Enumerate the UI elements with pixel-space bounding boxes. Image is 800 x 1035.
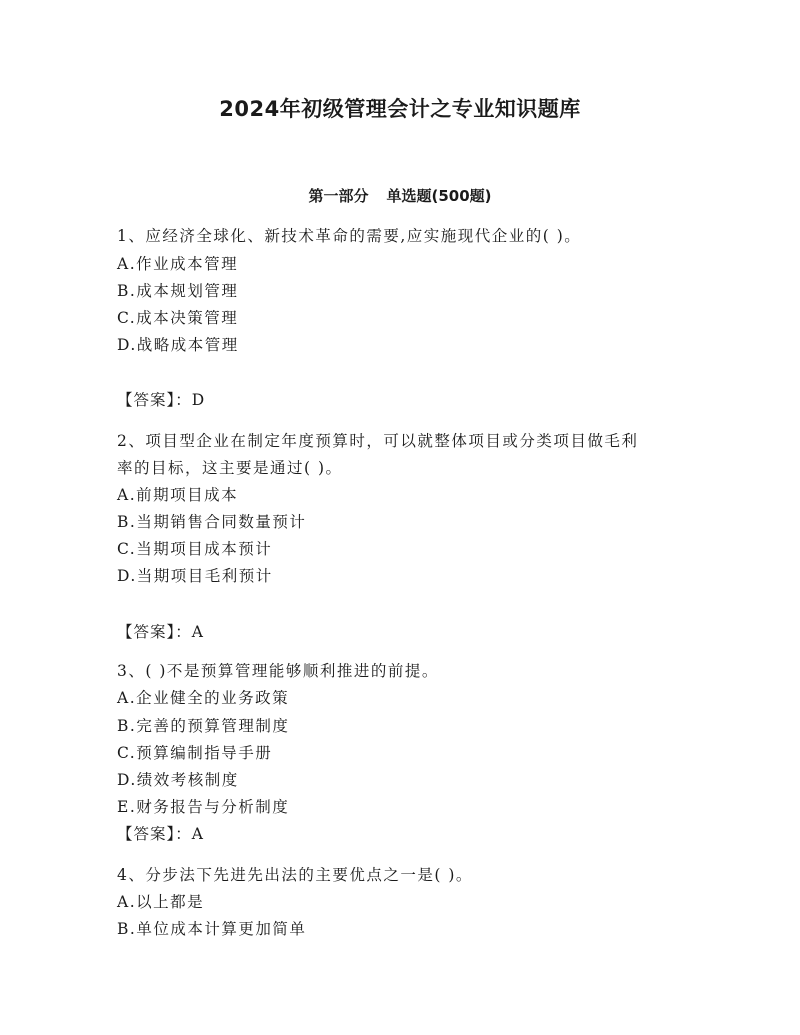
question-1-option-c: C.成本决策管理 [117,309,239,327]
question-1-answer [117,390,205,410]
question-2-option-b: B.当期销售合同数量预计 [117,513,307,531]
question-4-stem: 4、分步法下先进先出法的主要优点之一是( )。 [117,866,473,884]
question-1-option-b: B.成本规划管理 [117,282,239,300]
section-part: 第一部分 [308,187,369,205]
question-3-option-a: A.企业健全的业务政策 [117,689,290,707]
question-3-answer [117,824,204,844]
question-2-option-d: D.当期项目毛利预计 [117,567,273,585]
question-3-option-b: B.完善的预算管理制度 [117,717,290,735]
answer-label: 【答案】： [117,623,192,641]
answer-label: 【答案】： [117,391,192,409]
answer-value: D [191,391,206,409]
question-2-answer [117,622,204,642]
answer-value: A [191,623,204,641]
question-3-stem: 3、( )不是预算管理能够顺利推进的前提。 [117,662,439,680]
document-title: 2024年初级管理会计之专业知识题库 [219,97,581,121]
question-2-stem-line-2: 率的目标，这主要是通过( )。 [117,459,343,477]
question-2-option-c: C.当期项目成本预计 [117,540,273,558]
question-3-option-c: C.预算编制指导手册 [117,744,273,762]
question-3-option-d: D.绩效考核制度 [117,771,239,789]
question-1-option-d: D.战略成本管理 [117,336,239,354]
question-2-stem-line-1: 2、项目型企业在制定年度预算时，可以就整体项目或分类项目做毛利 [117,432,639,450]
question-2-option-a: A.前期项目成本 [117,486,239,504]
question-4-option-b: B.单位成本计算更加简单 [117,920,307,938]
question-1-option-a: A.作业成本管理 [117,255,239,273]
section-name: 单选题(500题) [386,187,492,205]
question-4-option-a: A.以上都是 [117,893,205,911]
answer-value: A [191,825,204,843]
question-3-option-e: E.财务报告与分析制度 [117,798,290,816]
question-1-stem: 1、应经济全球化、新技术革命的需要,应实施现代企业的( )。 [117,227,582,245]
answer-label: 【答案】： [117,825,192,843]
section-heading [0,185,800,206]
